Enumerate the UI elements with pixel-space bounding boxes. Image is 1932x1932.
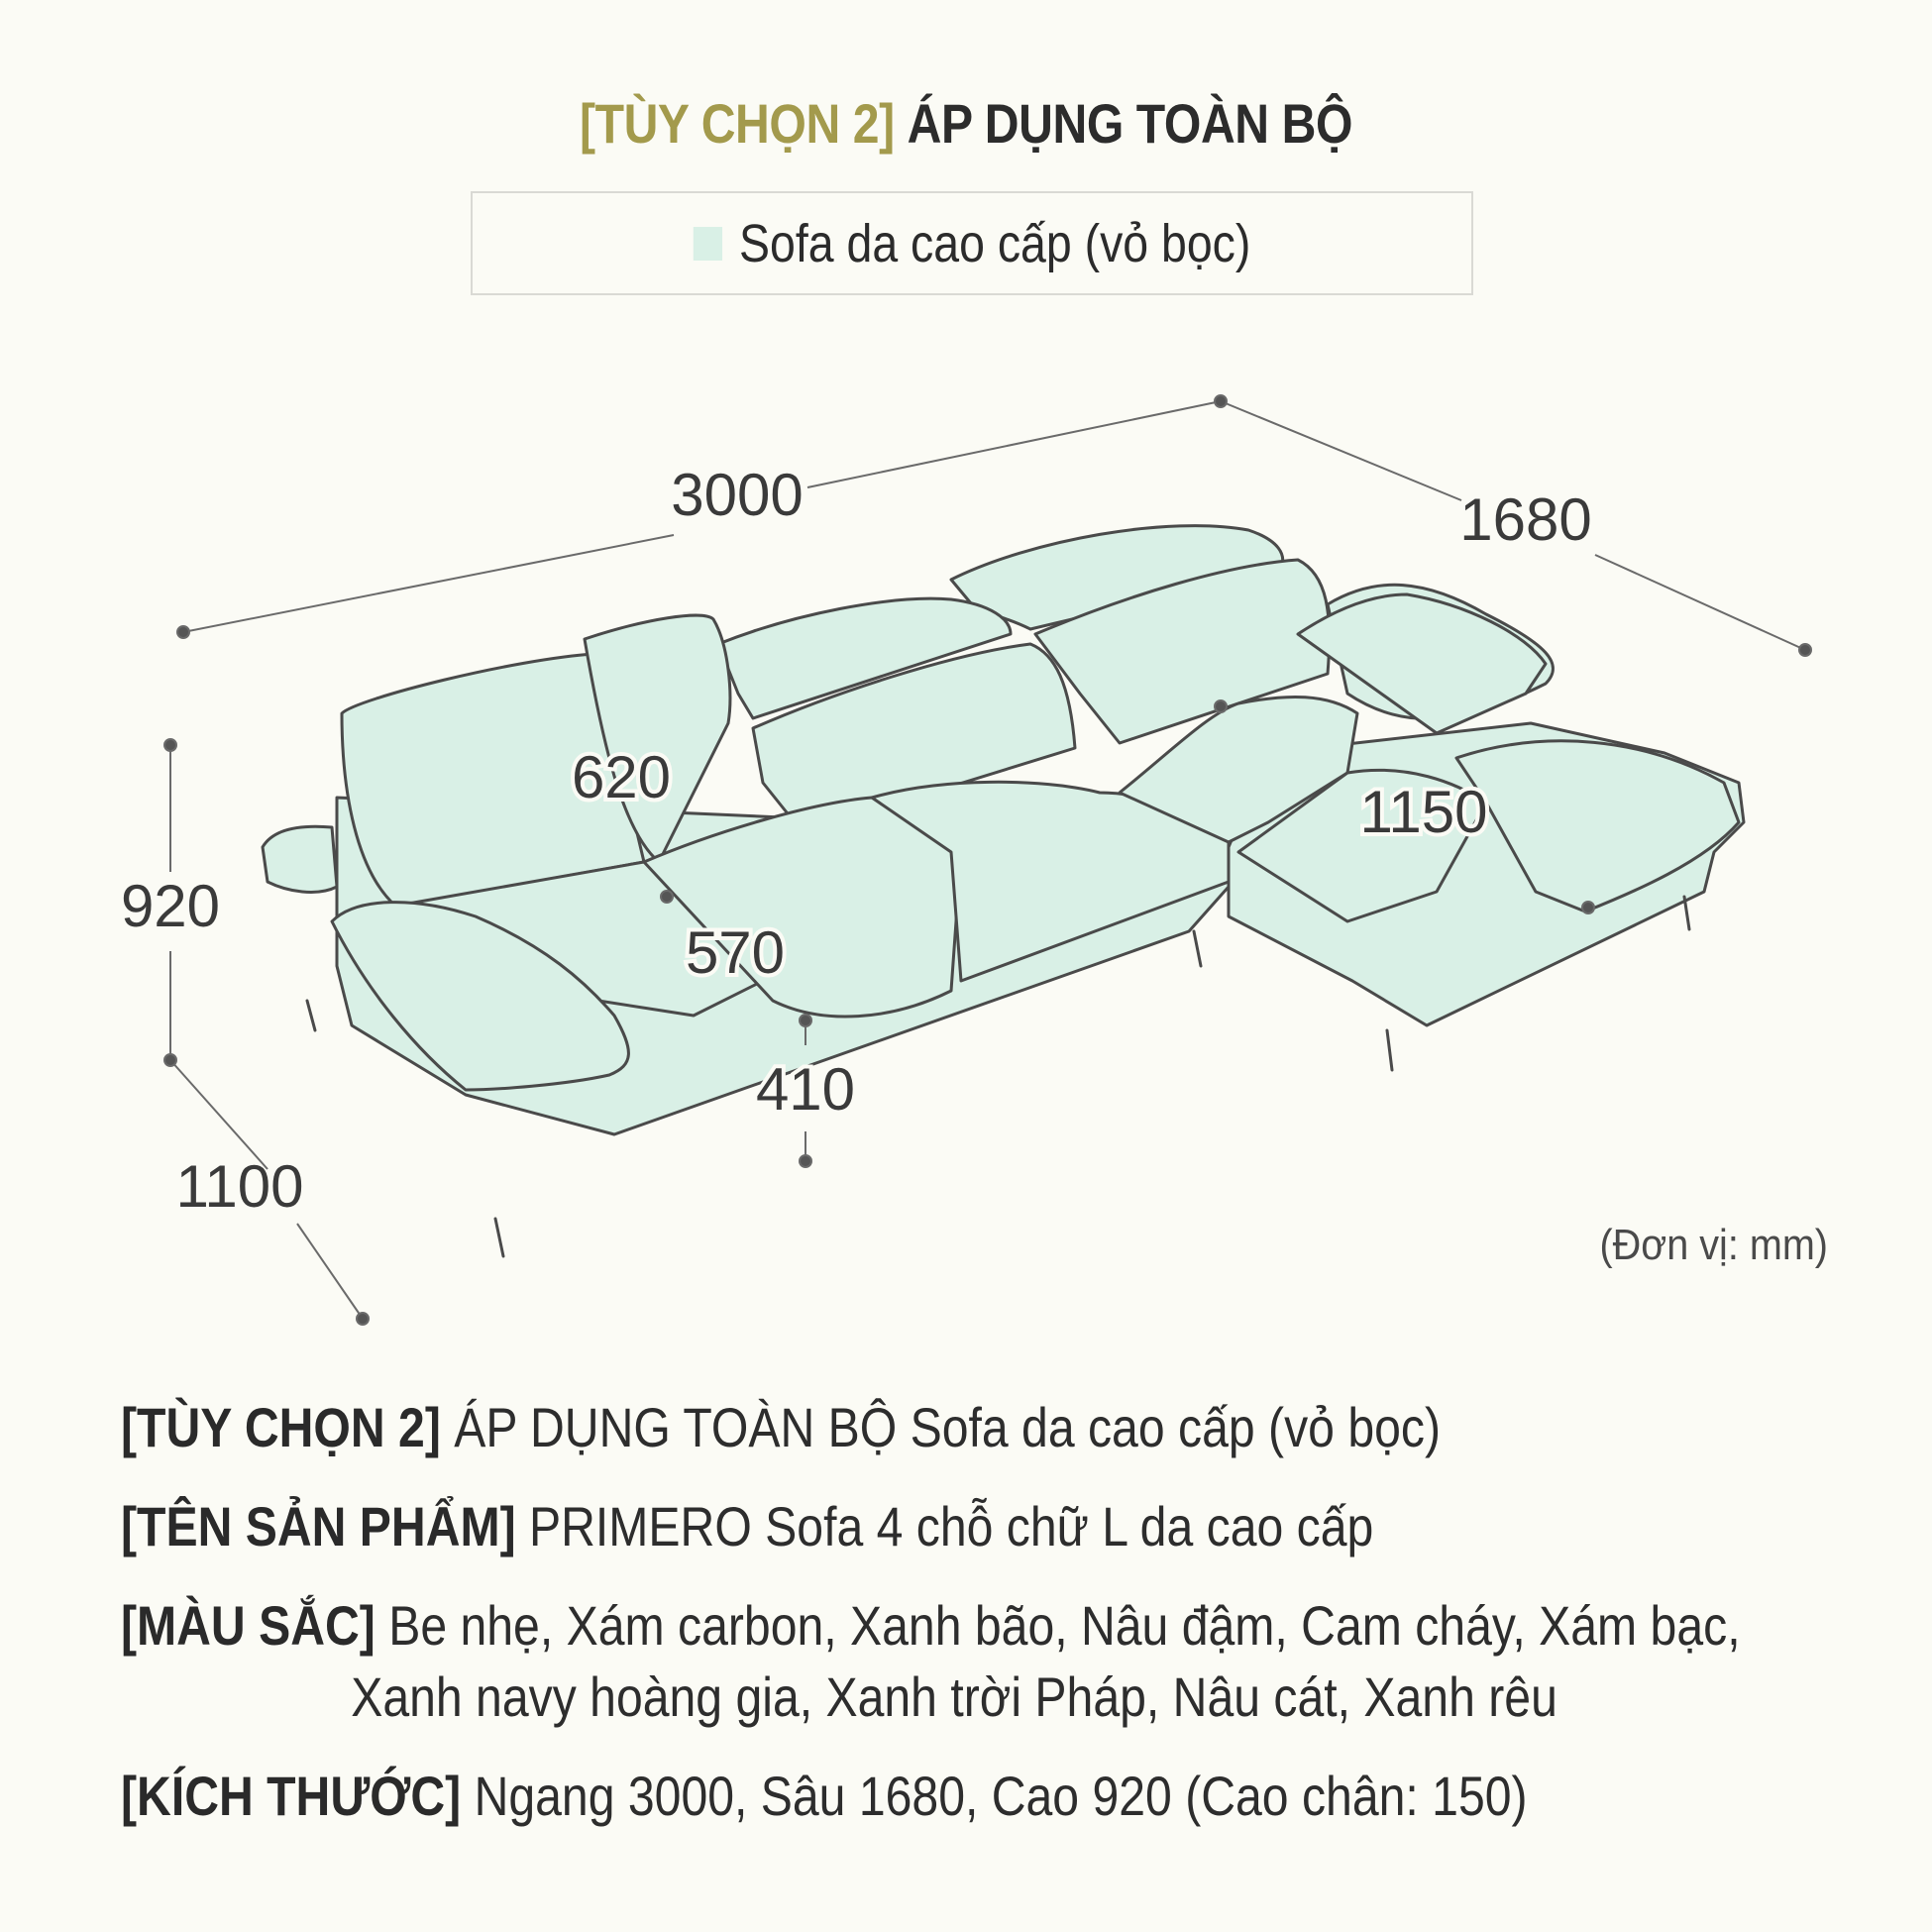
info-name-value: PRIMERO Sofa 4 chỗ chữ L da cao cấp xyxy=(529,1495,1374,1557)
dim-depth: 1680 xyxy=(1459,486,1592,553)
info-option-key: [TÙY CHỌN 2] xyxy=(121,1396,441,1458)
sofa-leg-3 xyxy=(1194,931,1201,966)
unit-label: (Đơn vị: mm) xyxy=(1599,1221,1828,1269)
info-option-value: ÁP DỤNG TOÀN BỘ Sofa da cao cấp (vỏ bọc) xyxy=(454,1396,1442,1458)
info-size-key: [KÍCH THƯỚC] xyxy=(121,1765,462,1827)
dim-chaise-length: 1150 xyxy=(1359,779,1488,845)
info-color-key: [MÀU SẮC] xyxy=(121,1594,376,1657)
sofa-leg-2 xyxy=(495,1219,503,1256)
dim-back-height: 620 xyxy=(571,744,672,810)
info-color xyxy=(121,1590,1741,1733)
title-option-tag: [TÙY CHỌN 2] xyxy=(579,92,895,155)
legend-label: Sofa da cao cấp (vỏ bọc) xyxy=(739,213,1251,273)
dim-height: 920 xyxy=(120,873,221,939)
dim-seat-height: 410 xyxy=(755,1056,856,1123)
info-size xyxy=(121,1761,1621,1832)
product-info xyxy=(121,1392,1865,1860)
info-name-key: [TÊN SẢN PHẨM] xyxy=(121,1495,516,1557)
dim-width: 3000 xyxy=(671,462,804,528)
dim-seat-depth: 570 xyxy=(685,919,786,986)
dim-arm-depth: 1100 xyxy=(175,1153,304,1220)
title-main: ÁP DỤNG TOÀN BỘ xyxy=(907,92,1352,155)
info-color-value-1: Be nhẹ, Xám carbon, Xanh bão, Nâu đậm, Cam cháy, Xám bạc, xyxy=(388,1594,1741,1657)
sofa-leg-4 xyxy=(1387,1030,1392,1070)
info-color-value-2: Xanh navy hoàng gia, Xanh trời Pháp, Nâu cát, Xanh rêu xyxy=(351,1665,1557,1728)
info-name xyxy=(121,1491,1621,1562)
info-size-value: Ngang 3000, Sâu 1680, Cao 920 (Cao chân: 150) xyxy=(474,1765,1528,1827)
info-option xyxy=(121,1392,1621,1463)
sofa-leg-1 xyxy=(307,1001,315,1030)
sofa-armrest-left-top xyxy=(263,826,337,892)
